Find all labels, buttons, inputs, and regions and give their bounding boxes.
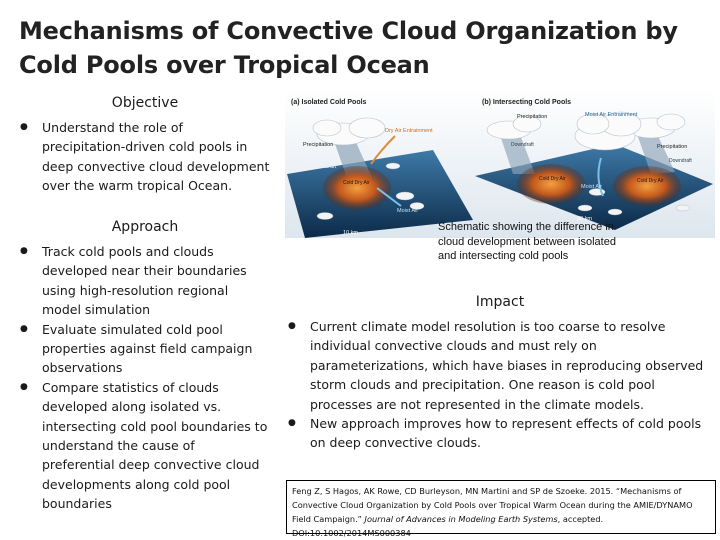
citation-status: , accepted. (557, 514, 604, 524)
impact-item: ● New approach improves how to represent effects of cold pools on deep convective clouds. (288, 414, 708, 453)
citation-authors: Feng Z, S Hagos, AK Rowe, CD Burleyson, MN Martini and SP de Szoeke. 2015. “Mechanisms of Convective Cloud Organization by Cold Pools over Tropical Warm Ocean during the AMIE/DYNAMO Field Campaign.” (292, 486, 693, 524)
objective-heading: Objective (111, 95, 179, 111)
impact-item: ● Current climate model resolution is too coarse to resolve individual convective clouds and must rely on parameterizations, which have biases in reproducing observed storm clouds and precipitation. One reason is cold pool processes are not represented in the climate models. (288, 317, 708, 414)
label-scale-a: 10 km (343, 230, 358, 236)
citation-box (286, 480, 716, 538)
label-precipitation-b-left: Precipitation (517, 114, 548, 120)
label-precipitation-a: Precipitation (303, 142, 334, 148)
label-cold-dry-air-b-right: Cold Dry Air (637, 178, 664, 184)
cold-pool-b1 (517, 164, 585, 204)
label-dry-air-a: Dry Air Entrainment (385, 128, 433, 134)
approach-heading: Approach (111, 219, 179, 235)
label-downdraft-b-left: Downdraft (511, 142, 534, 148)
label-cold-dry-air-b-left: Cold Dry Air (539, 176, 566, 182)
approach-item: ● Compare statistics of clouds developed along isolated vs. intersecting cold pool boundaries to understand the cause of preferential deep convective cloud developments along cold pool boundaries (20, 378, 270, 514)
panel-b-title: (b) Intersecting Cold Pools (482, 99, 572, 106)
figure-caption: Schematic showing the difference in cloud development between isolated and intersecting cold pools (438, 221, 616, 262)
panel-a-title: (a) Isolated Cold Pools (291, 99, 367, 106)
citation-doi: DOI:10.1002/2014MS000384 (292, 528, 411, 538)
impact-list (288, 317, 708, 453)
label-cold-dry-air-a: Cold Dry Air (343, 180, 370, 186)
cold-pool-b2 (613, 166, 681, 206)
objective-item: ● Understand the role of precipitation-driven cold pools in deep convective cloud development over the warm tropical Ocean. (20, 118, 270, 196)
label-moist-air-b: Moist Air (581, 184, 603, 190)
objective-list (20, 118, 270, 196)
label-moist-air-entrainment-b: Moist Air Entrainment (585, 112, 638, 118)
cold-pool-schematic (285, 88, 715, 238)
approach-list (20, 242, 270, 514)
page-title: Mechanisms of Convective Cloud Organization by Cold Pools over Tropical Ocean (19, 17, 678, 79)
approach-item: ● Evaluate simulated cold pool properties against field campaign observations (20, 320, 270, 378)
label-precipitation-b-right: Precipitation (657, 144, 688, 150)
label-scale-b: 30 km (577, 216, 592, 222)
approach-item: ● Track cold pools and clouds developed near their boundaries using high-resolution regional model simulation (20, 242, 270, 320)
label-moist-air-a: Moist Air (397, 208, 419, 214)
citation-journal: Journal of Advances in Modeling Earth Systems (364, 514, 558, 524)
label-downdraft-b-right: Downdraft (669, 158, 692, 164)
label-downdraft-a: Downdraft (311, 164, 337, 170)
cold-pool-a (323, 166, 391, 210)
impact-heading: Impact (475, 294, 525, 310)
